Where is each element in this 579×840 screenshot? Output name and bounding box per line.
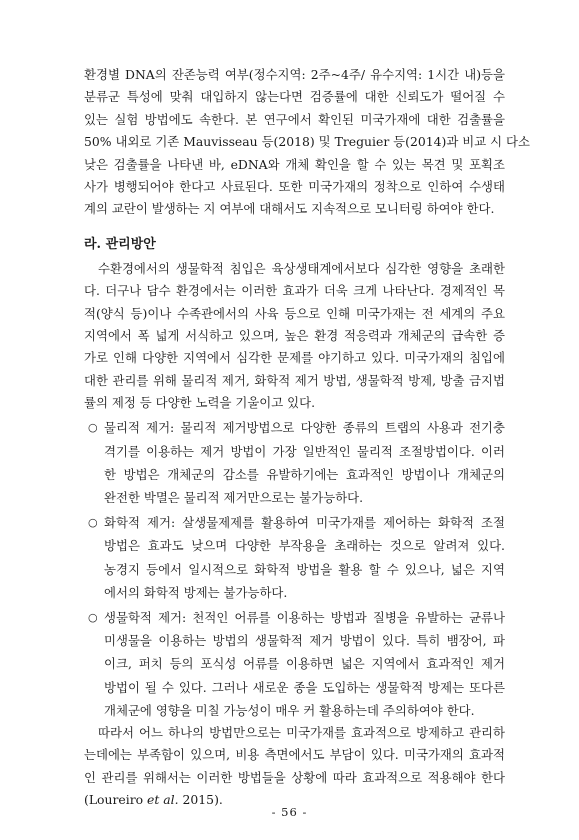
circle-bullet-icon: ○ [88,421,98,435]
bullet-text-line: 이크, 퍼치 등의 포식성 어류를 이용하면 넓은 지역에서 효과적인 제거 [104,656,505,672]
text-line: 수환경에서의 생물학적 침입은 육상생태계에서보다 심각한 영향을 초래한 [98,260,505,276]
bullet-text-line: 개체군에 영향을 미칠 가능성이 매우 커 활용하는데 주의하여야 한다. [104,702,475,718]
text-line: 있는 실험 방법에도 속한다. 본 연구에서 확인된 미국가재에 대한 검출률을 [84,111,505,127]
text-line: 낮은 검출률을 나타낸 바, eDNA와 개체 확인을 할 수 있는 목견 및 포획조 [84,156,505,172]
bullet-text-line: 방법이 될 수 있다. 그러나 새로운 종을 도입하는 생물학적 방제는 또다른 [104,679,505,695]
bullet-text-line: 물리적 제거: 물리적 제거방법으로 다양한 종류의 트랩의 사용과 전기충 [104,420,505,436]
section-heading: 라. 관리방안 [84,236,156,252]
text-line: 따라서 어느 하나의 방법만으로는 미국가재를 효과적으로 방제하고 관리하 [98,724,505,740]
citation-et-al: et al. [147,792,179,808]
management-paragraph [84,258,505,415]
text-line: 50% 내외로 기존 Mauvisseau 등(2018) 및 Treguier 등(2014)과 비교 시 다소 [84,134,530,150]
document-page [84,64,530,811]
text-line: 환경별 DNA의 잔존능력 여부(정수지역: 2주~4주/ 유수지역: 1시간 내)등을 [84,67,505,82]
text-line: 사가 병행되어야 한다고 사료된다. 또한 미국가재의 정착으로 인하여 수생태 [84,178,505,194]
text-line: 분류군 특성에 맞춰 대입하지 않는다면 검증률에 대한 신뢰도가 떨어질 수 [84,89,505,105]
text-line: 계의 교란이 발생하는 지 여부에 대해서도 지속적으로 모니터링 하여야 한다. [84,201,495,217]
text-line: 대한 관리를 위해 물리적 제거, 화학적 제거 방법, 생물학적 방제, 방출 금지법 [84,372,505,388]
page-number: - 56 - [271,805,308,819]
text-line: 적(양식 등)이나 수족관에서의 사육 등으로 인해 미국가재는 전 세계의 주요 [84,305,505,321]
bullet-text-line: 완전한 박멸은 물리적 제거만으로는 불가능하다. [104,490,364,506]
circle-bullet-icon: ○ [88,516,98,530]
bullet-text-line: 화학적 제거: 살생물제제를 활용하여 미국가재를 제어하는 화학적 조절 [104,515,505,531]
citation-author: (Loureiro [84,792,148,808]
text-line: 지역에서 폭 넓게 서식하고 있으며, 높은 환경 적응력과 개체군의 급속한 증 [84,327,505,343]
circle-bullet-icon: ○ [88,610,98,624]
bullet-text-line: 방법은 효과도 낮으며 다양한 부작용을 초래하는 것으로 알려져 있다. [104,538,505,554]
intro-paragraph [84,64,530,221]
bullet-text-line: 미생물을 이용하는 방법의 생물학적 제거 방법이 있다. 특히 뱀장어, 파 [104,633,505,649]
citation-year: 2015). [178,792,223,808]
bullet-item-chemical-removal [84,511,505,604]
conclusion-paragraph [84,722,505,812]
bullet-text-line: 농경지 등에서 일시적으로 화학적 방법을 활용 할 수 있으나, 넓은 지역 [104,561,505,577]
bullet-text-line: 한 방법은 개체군의 감소를 유발하기에는 효과적인 방법이나 개체군의 [104,466,505,482]
bullet-text-line: 에서의 화학적 방제는 불가능하다. [104,584,288,600]
bullet-item-physical-removal [84,416,505,509]
text-line: 는데에는 부족함이 있으며, 비용 측면에서도 부담이 있다. 미국가재의 효과적 [84,747,505,763]
bullet-item-biological-removal [84,606,505,722]
text-line: 인 관리를 위해서는 이러한 방법들을 상황에 따라 효과적으로 적용해야 한다 [84,769,505,785]
text-line: 률의 제정 등 다양한 노력을 기울이고 있다. [84,395,316,411]
bullet-text-line: 격기를 이용하는 제거 방법이 가장 일반적인 물리적 조절방법이다. 이러 [104,443,505,459]
text-line: 다. 더구나 담수 환경에서는 이러한 효과가 더욱 크게 나타난다. 경제적인 목 [84,283,505,299]
bullet-text-line: 생물학적 제거: 천적인 어류를 이용하는 방법과 질병을 유발하는 균류나 [104,609,505,625]
text-line: 가로 인해 다양한 지역에서 심각한 문제를 야기하고 있다. 미국가재의 침입에 [84,350,505,366]
